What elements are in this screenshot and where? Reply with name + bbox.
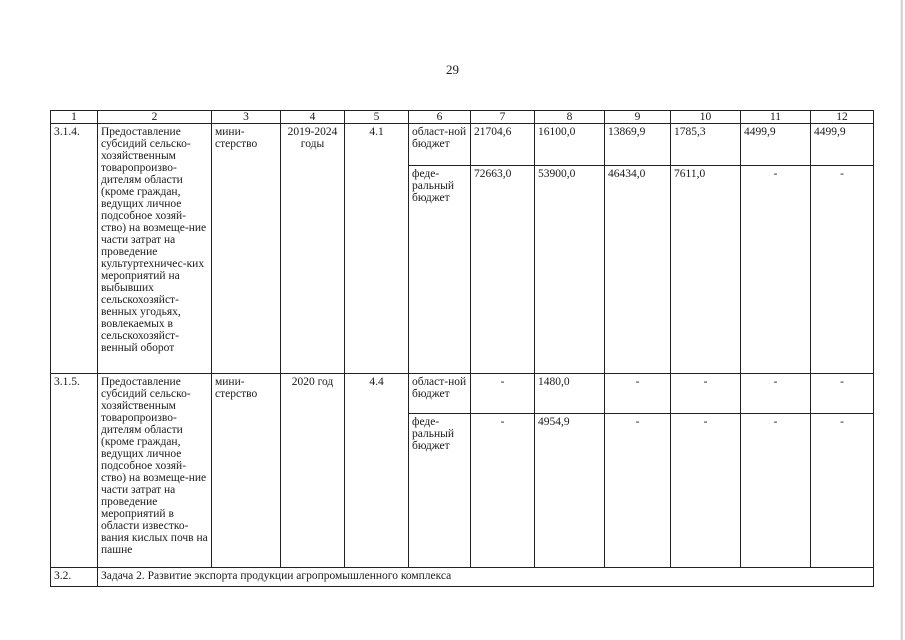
column-header: 1 bbox=[51, 111, 98, 124]
row-number: 3.1.4. bbox=[51, 124, 98, 374]
value-cell: 21704,6 bbox=[471, 124, 535, 166]
column-header: 9 bbox=[605, 111, 671, 124]
table-row bbox=[51, 374, 874, 414]
value-cell: 1480,0 bbox=[535, 374, 605, 414]
value-cell: 46434,0 bbox=[605, 166, 671, 374]
value-cell: 72663,0 bbox=[471, 166, 535, 374]
executor-cell: мини-стерство bbox=[212, 374, 281, 568]
funding-source: феде-ральный бюджет bbox=[409, 414, 471, 568]
value-cell: - bbox=[741, 166, 811, 374]
scan-edge-shadow bbox=[900, 0, 903, 640]
value-cell: 13869,9 bbox=[605, 124, 671, 166]
value-cell: 7611,0 bbox=[671, 166, 741, 374]
task-row bbox=[51, 568, 874, 587]
row-number: 3.2. bbox=[51, 568, 98, 587]
value-cell: - bbox=[471, 414, 535, 568]
column-header-row bbox=[51, 111, 874, 124]
value-cell: 4499,9 bbox=[741, 124, 811, 166]
value-cell: 4954,9 bbox=[535, 414, 605, 568]
value-cell: 1785,3 bbox=[671, 124, 741, 166]
period-cell: 2020 год bbox=[281, 374, 345, 568]
budget-table bbox=[50, 110, 874, 587]
page-number: 29 bbox=[446, 62, 459, 77]
column-header: 4 bbox=[281, 111, 345, 124]
column-header: 8 bbox=[535, 111, 605, 124]
value-cell: - bbox=[811, 374, 874, 414]
funding-source: област-ной бюджет bbox=[409, 124, 471, 166]
task-title: Задача 2. Развитие экспорта продукции агропромышленного комплекса bbox=[98, 568, 874, 587]
column-header: 12 bbox=[811, 111, 874, 124]
table-row bbox=[51, 124, 874, 166]
period-cell: 2019-2024 годы bbox=[281, 124, 345, 374]
column-header: 3 bbox=[212, 111, 281, 124]
value-cell: - bbox=[671, 374, 741, 414]
value-cell: - bbox=[741, 414, 811, 568]
value-cell: - bbox=[605, 414, 671, 568]
column-header: 7 bbox=[471, 111, 535, 124]
measure-description: Предоставление субсидий сельско-хозяйственным товаропроизво-дителям области (кроме граждан, ведущих личное подсобное хозяй-ство) на возмеще-ние части затрат на проведение культуртехничес-ких мероприятий на выбывших сельскохозяйст-венных угодьях, вовлекаемых в сельскохозяйст-венный оборот bbox=[98, 124, 212, 374]
value-cell: - bbox=[811, 166, 874, 374]
column-header: 5 bbox=[345, 111, 409, 124]
funding-source: област-ной бюджет bbox=[409, 374, 471, 414]
column-header: 11 bbox=[741, 111, 811, 124]
value-cell: - bbox=[671, 414, 741, 568]
value-cell: - bbox=[605, 374, 671, 414]
column-header: 10 bbox=[671, 111, 741, 124]
column-header: 6 bbox=[409, 111, 471, 124]
indicator-cell: 4.4 bbox=[345, 374, 409, 568]
funding-source: феде-ральный бюджет bbox=[409, 166, 471, 374]
row-number: 3.1.5. bbox=[51, 374, 98, 568]
value-cell: 16100,0 bbox=[535, 124, 605, 166]
value-cell: - bbox=[471, 374, 535, 414]
value-cell: 53900,0 bbox=[535, 166, 605, 374]
measure-description: Предоставление субсидий сельско-хозяйственным товаропроизво-дителям области (кроме граждан, ведущих личное подсобное хозяй-ство) на возмеще-ние части затрат на проведение мероприятий в области известко-вания кислых почв на пашне bbox=[98, 374, 212, 568]
column-header: 2 bbox=[98, 111, 212, 124]
indicator-cell: 4.1 bbox=[345, 124, 409, 374]
value-cell: - bbox=[741, 374, 811, 414]
executor-cell: мини-стерство bbox=[212, 124, 281, 374]
value-cell: 4499,9 bbox=[811, 124, 874, 166]
value-cell: - bbox=[811, 414, 874, 568]
